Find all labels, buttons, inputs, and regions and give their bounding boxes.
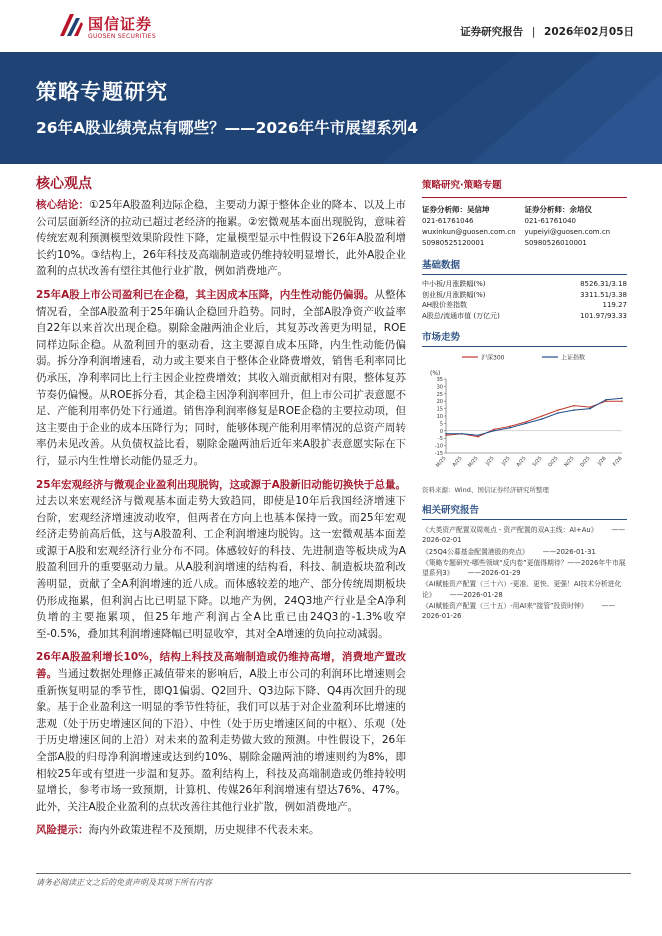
data-point (541, 415, 543, 417)
report-category-title: 策略专题研究 (36, 80, 168, 104)
y-tick-label: -15 (434, 451, 443, 457)
basic-data-row (422, 300, 627, 311)
basic-data-row (422, 290, 627, 301)
logo-text-cn: 国信证券 (88, 15, 153, 33)
paragraph-text: 海内外政策进程不及预期，历史规律不代表未来。 (88, 824, 320, 837)
analyst-name: 吴信坤 (467, 205, 490, 214)
paragraph-2026-forecast (36, 649, 406, 815)
row-label: 创业板/月涨跌幅(%) (422, 290, 486, 299)
x-tick-label: N/25 (563, 455, 576, 469)
x-tick-label: A/25 (451, 455, 464, 469)
related-reports-list (422, 525, 627, 622)
paragraph-text: ①25年A股盈利边际企稳，主要动力源于整体企业的降本、以及上市公司层面新经济的拉动已超过老经济的拖累。②宏微观基本面出现脱钩，意味着传统宏观利预测模型效果阶段性下降，定量模型显示中性假设下26年A股盈利增长约10%。③结构上，26年科技及高端制造或仍维持较明显增长，此外A股企业盈利的点状改善有望往其他行业扩散，例如消费地产。 (36, 199, 406, 278)
y-tick-label: -10 (434, 443, 443, 450)
related-report-item[interactable] (422, 601, 627, 622)
analyst-role: 证券分析师： (422, 205, 467, 214)
market-trend-chart-svg (422, 349, 627, 483)
paragraph-text: 从整体情况看，全部A股盈利于25年确认企稳回升趋势。同时，全部A股净资产收益率自22年以来首次出现企稳。剔除金融两油企业后，其复苏改善更为明显，ROE同样边际企稳。从盈利回升的驱动看，这主要源自成本压降，内生性动能仍偏弱。拆分净利润增速看，动力或主要来自于整体企业降费增效，销售毛利率同比仍承压，净利率同比上行主因企业控费增效；其收入端贡献相对有限，整体复苏节奏仍偏慢。从ROE拆分看，其企稳主因净利润率回升，但上市公司扩表意愿不足、产能利用率仍处下行通道。销售净利润率修复是ROE企稳的主要拉动项，但这主要由于企业的成本压降行为；同时，能够体现产能利用率情况的总资产周转率仍未见改善。从负债权益比看，剔除金融两油后近年来A股扩表意愿实际在下行，显示内生性增长动能仍显乏力。 (36, 288, 406, 467)
report-type: 证券研究报告 (460, 26, 524, 38)
data-point (525, 423, 527, 425)
market-trend-chart (422, 349, 627, 483)
paragraph-earnings-stabilized (36, 287, 406, 470)
basic-data-table (422, 279, 627, 321)
y-tick-label: 5 (439, 421, 443, 428)
x-tick-label: J/25 (500, 455, 512, 467)
report-date: 2026年02月05日 (544, 26, 634, 38)
chart-source: 资料来源：Wind、国信证券经济研究所整理 (422, 486, 549, 494)
data-point (509, 426, 511, 428)
paragraph-core-conclusion (36, 197, 406, 280)
x-tick-label: S/25 (531, 455, 544, 468)
data-point (589, 406, 591, 408)
related-report-title: 《策略专题研究-哪些领域“反内卷”更值得期待？——2026年牛市展望系列3》 (422, 558, 626, 578)
footer-divider (36, 873, 631, 874)
analyst-card (422, 204, 525, 249)
analyst-phone: 021-61761046 (422, 217, 474, 225)
x-tick-label: J/26 (596, 455, 608, 467)
related-report-date: ——2026-02-01 (422, 526, 626, 545)
sidebar-heading: 策略研究·策略专题 (422, 177, 627, 198)
series-line (446, 401, 622, 437)
x-tick-label: O/25 (547, 455, 560, 469)
data-point (605, 400, 607, 402)
related-report-date: ——2026-01-31 (542, 547, 596, 556)
related-report-item[interactable] (422, 579, 627, 600)
footer-disclaimer: 请务必阅读正文之后的免责声明及其项下所有内容 (36, 878, 212, 887)
basic-data-row (422, 311, 627, 322)
header-separator: | (531, 26, 536, 38)
analyst-card (525, 204, 628, 249)
data-point (541, 418, 543, 420)
y-tick-label: 15 (436, 406, 443, 413)
row-value: 3311.51/3.38 (580, 290, 627, 299)
data-point (557, 409, 559, 411)
data-point (445, 434, 447, 436)
data-point (445, 433, 447, 435)
data-point (477, 434, 479, 436)
data-point (493, 430, 495, 432)
paragraph-text: 当通过数据处理修正减值带来的影响后，A股上市公司的利润环比增速则会重新恢复明显的季节性，即Q1偏弱、Q2回升、Q3边际下降、Q4再次回升的现象。基于企业盈利这一明显的季节性特征，我们可以基于对企业盈利环比增速的悲观（处于历史增速区间的下沿）、中性（处于历史增速区间的中枢）、乐观（处于历史增速区间的上沿）对未来的盈利走势做大致的预测。中性假设下，26年全部A股的归母净利润增速或达到约10%、剔除金融两油的增速则约为8%，即相较25年或有望进一步温和复苏。盈利结构上，科技及高端制造或仍维持较明显增长，参考市场一致预期，计算机、传媒26年利润增速有望达76%、47%。此外，关注A股企业盈利的点状改善往其他行业扩散，例如消费地产。 (36, 668, 406, 813)
banner-background (0, 52, 662, 164)
analyst-phone: 021-61761040 (524, 217, 577, 225)
data-point (477, 436, 479, 438)
data-point (493, 429, 495, 431)
paragraph-lead: 风险提示： (36, 824, 89, 837)
data-point (525, 421, 527, 423)
paragraph-lead: 核心结论： (36, 199, 90, 211)
x-tick-label: A/25 (515, 455, 528, 469)
y-tick-label: 35 (436, 377, 443, 383)
row-label: AH股价差指数 (422, 301, 468, 309)
sidebar (422, 177, 627, 623)
analyst-email[interactable]: yupeiyi@guosen.com.cn (524, 228, 611, 236)
basic-data-row (422, 279, 627, 290)
basic-data-heading: 基础数据 (422, 257, 627, 275)
data-point (557, 412, 559, 414)
x-tick-label: J/25 (484, 455, 496, 467)
paragraph-risk-warning (36, 822, 406, 839)
legend-label: 上证指数 (561, 354, 586, 362)
related-report-title: 《25Q4公募基金配置港股的亮点》 (422, 547, 529, 556)
analyst-license: S0980526010001 (524, 239, 587, 247)
title-banner (0, 52, 662, 164)
paragraph-text: 过去以来宏观经济与微观基本面走势大致趋同，即使是10年后我国经济增速下台阶，宏观经济增速波动收窄，但两者在方向上也基本保持一致。而25年宏观经济走势前高后低，这与A股盈利、工企利润增速均脱钩。这一宏微观基本面差或源于A股和宏观经济行业分布不同。体感较好的科技、先进制造等板块成为A股盈利回升的重要驱动力量。从A股利润增速的结构看，科技、制造板块盈利改善明显，贡献了全A利润增速的近八成。而体感较差的地产、部分传统周期板块仍形成拖累，但利润占比已明显下降。以地产为例，24Q3地产行业是全A净利负增的主要拖累项，但25年地产利润占全A比重已由24Q3的-1.3%收窄至-0.5%，叠加其利润增速降幅已明显收窄，其对全A增速的负向拉动减弱。 (36, 495, 406, 640)
main-content (36, 197, 406, 846)
y-tick-label: 30 (436, 384, 443, 391)
data-point (605, 399, 607, 401)
row-value: 101.97/93.33 (580, 311, 627, 320)
data-point (621, 397, 623, 399)
y-tick-label: 25 (436, 391, 443, 398)
related-reports-heading: 相关研究报告 (422, 502, 627, 520)
market-trend-heading: 市场走势 (422, 329, 627, 347)
logo-text-en: GUOSEN SECURITIES (88, 33, 157, 40)
x-tick-label: M/25 (434, 455, 448, 469)
analyst-email[interactable]: wuxinkun@guosen.com.cn (422, 228, 516, 236)
x-tick-label: D/25 (579, 455, 592, 469)
related-report-date: ——2026-01-29 (467, 569, 521, 578)
related-report-item[interactable] (422, 558, 627, 579)
analyst-license: S0980525120001 (422, 239, 485, 247)
data-point (573, 405, 575, 407)
data-point (589, 408, 591, 410)
report-title: 26年A股业绩亮点有哪些？——2026年牛市展望系列4 (36, 119, 418, 137)
related-report-title: 《AI赋能资产配置（三十六）-更准、更快、更强！AI技术分析进化论》 (422, 580, 622, 599)
y-tick-label: 10 (436, 414, 443, 420)
analyst-name: 余培仪 (569, 205, 592, 214)
analyst-list (422, 204, 627, 249)
paragraph-lead: 25年A股上市公司盈利已在企稳，其主因成本压降，内生性动能仍偏弱。 (36, 288, 375, 301)
paragraph-lead: 26年A股盈利增长10%，结构上科技及高端制造或仍维持高增，消费地产置改善。 (36, 651, 406, 681)
guosen-logo (58, 12, 157, 42)
y-tick-label: 20 (436, 399, 443, 406)
x-tick-label: M/25 (466, 455, 480, 469)
row-value: 119.27 (602, 301, 627, 309)
data-point (573, 409, 575, 411)
analyst-role: 证券分析师： (524, 205, 570, 214)
page-header (0, 0, 662, 50)
related-report-title: 《大类资产配置双周观点 - 资产配置的双A主线：AI+Au》 (422, 526, 598, 534)
data-point (509, 427, 511, 429)
related-report-date: ——2026-01-28 (449, 590, 503, 599)
series-line (446, 398, 622, 435)
y-tick-label: -5 (438, 436, 443, 443)
row-label: A股总/流通市值 (万亿元) (422, 311, 500, 320)
data-point (621, 400, 623, 402)
row-value: 8526.31/3.18 (580, 280, 627, 288)
related-report-title: 《AI赋能资产配置（三十五）-用AI来“接管”投资时钟》 (422, 602, 588, 611)
report-meta (460, 24, 634, 39)
data-point (461, 433, 463, 435)
paragraph-macro-micro-decoupling (36, 477, 406, 643)
x-tick-label: F/26 (611, 455, 624, 468)
guosen-logo-icon (58, 12, 84, 38)
legend-label: 沪深300 (481, 354, 505, 362)
y-axis-label: (%) (430, 370, 441, 377)
row-label: 中小板/月涨跌幅(%) (422, 280, 486, 288)
y-tick-label: 0 (439, 428, 443, 435)
paragraph-lead: 25年宏观经济与微观企业盈利出现脱钩，这或源于A股新旧动能切换快于总量。 (36, 478, 406, 491)
related-report-item[interactable] (422, 525, 627, 546)
related-report-date: ——2026-01-26 (422, 602, 616, 621)
core-views-heading: 核心观点 (36, 176, 92, 192)
related-report-item[interactable] (422, 547, 627, 557)
